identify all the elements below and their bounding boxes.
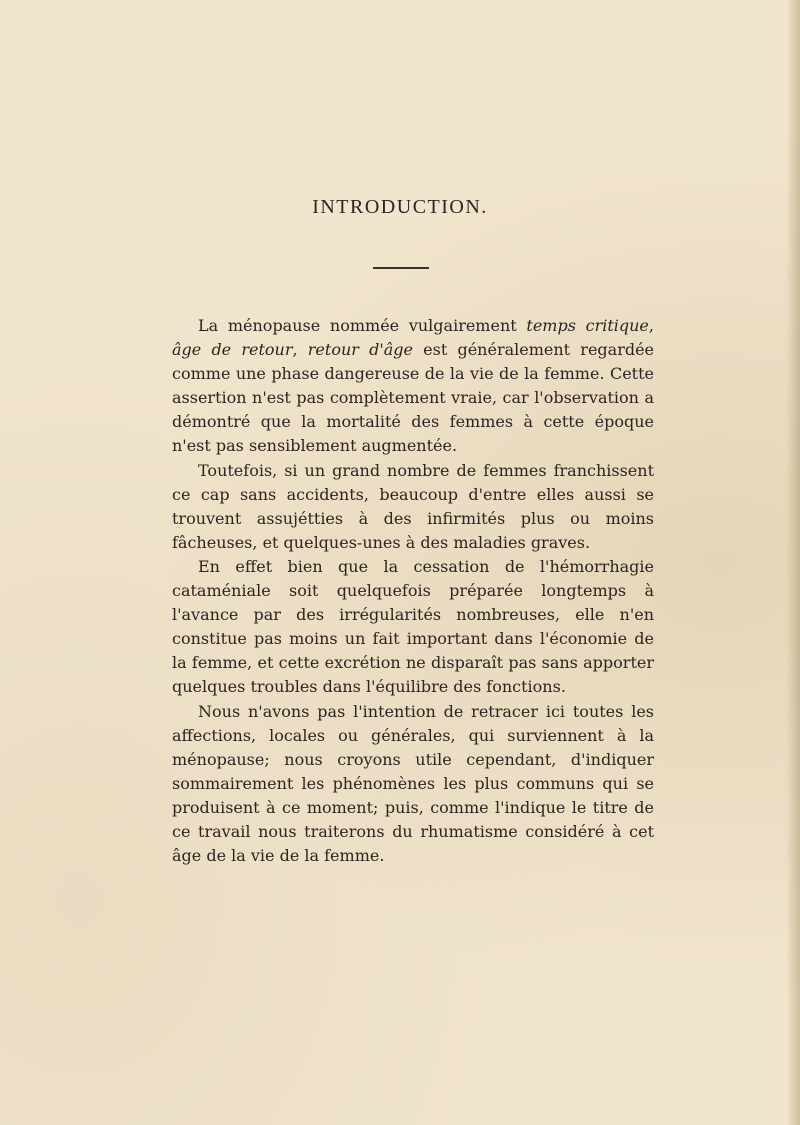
title-rule-divider xyxy=(373,267,429,269)
paragraph-2: Toutefois, si un grand nombre de femmes franchissent ce cap sans accidents, beaucoup d'entre elles aussi se trouvent assujétties à des infirmités plus ou moins fâcheuses, et quelques-unes à des maladies graves. xyxy=(172,460,654,552)
term-age-de-retour: âge de retour xyxy=(172,340,293,360)
page-title: INTRODUCTION. xyxy=(312,196,488,218)
paragraph-1 xyxy=(172,314,654,459)
term-retour-d-age: retour d'âge xyxy=(307,340,413,360)
page-edge-shadow xyxy=(786,0,800,1125)
separator: , xyxy=(648,316,654,335)
paragraph-1-rest: est généralement regardée comme une phase dangereuse de la vie de la femme. Cette assertion n'est pas complètement vraie, car l'observation a démontré que la mortalité des femmes à cette époque n'est pas sensiblement augmentée. xyxy=(172,340,655,456)
paragraph-4: Nous n'avons pas l'intention de retracer ici toutes les affections, locales ou générales, qui surviennent à la ménopause; nous croyons utile cependant, d'indiquer sommairement les phénomènes les plus communs qui se produisent à ce moment; puis, comme l'indique le titre de ce travail nous traiterons du rhumatisme considéré à cet âge de la vie de la femme. xyxy=(172,701,654,866)
body-text xyxy=(172,314,654,868)
separator: , xyxy=(292,340,308,360)
term-temps-critique: temps critique xyxy=(526,316,649,335)
paragraph-3: En effet bien que la cessation de l'hémorrhagie cataméniale soit quelquefois préparée longtemps à l'avance par des irrégularités nombreuses, elle n'en constitue pas moins un fait important dans l'économie de la femme, et cette excrétion ne disparaît pas sans apporter quelques troubles dans l'équilibre des fonctions. xyxy=(172,556,654,697)
paragraph-1-start: La ménopause nommée vulgairement xyxy=(198,316,527,335)
